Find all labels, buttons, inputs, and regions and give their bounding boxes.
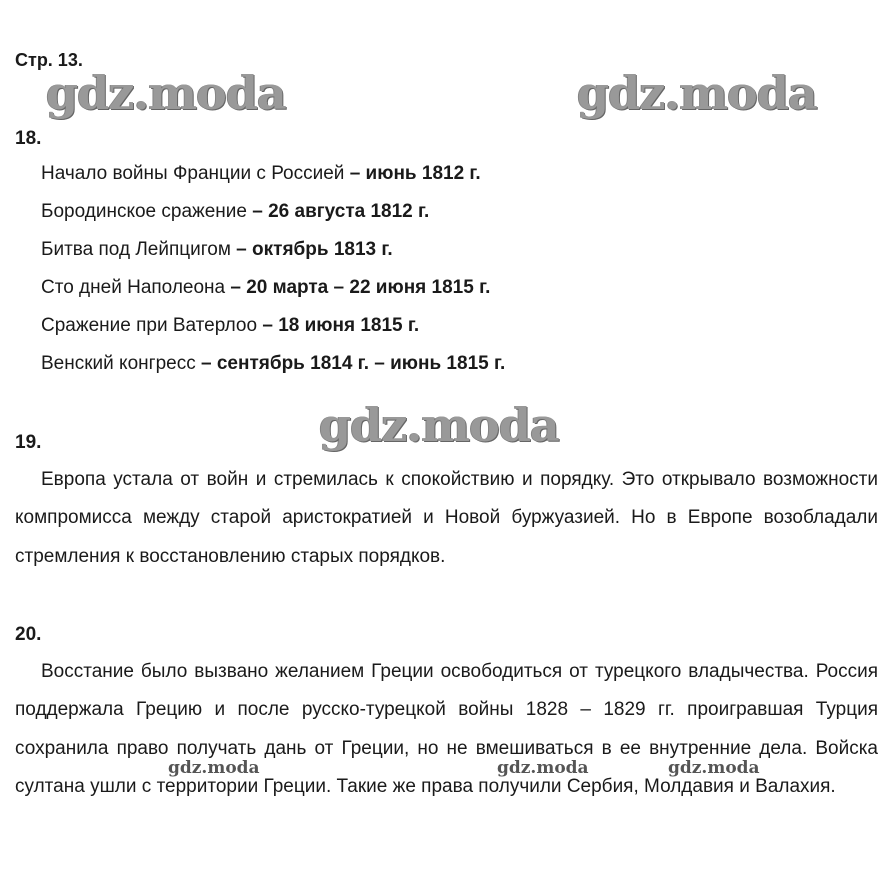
event-name: Сто дней Наполеона [41, 277, 226, 298]
watermark: gdz.moda [46, 66, 286, 120]
event-date: – 20 марта – 22 июня 1815 г. [230, 277, 491, 298]
event-name: Битва под Лейпцигом [41, 239, 231, 260]
watermark: gdz.moda [168, 758, 260, 778]
event-item [41, 349, 505, 387]
event-date: – июнь 1812 г. [349, 163, 481, 184]
event-item [41, 273, 505, 311]
question-number-19: 19. [15, 432, 42, 453]
watermark: gdz.moda [319, 398, 559, 452]
watermark: gdz.moda [497, 758, 589, 778]
question-number-20: 20. [15, 624, 42, 645]
event-name: Бородинское сражение [41, 201, 247, 222]
event-name: Сражение при Ватерлоо [41, 315, 258, 336]
page-reference: Стр. 13. [15, 50, 83, 70]
event-item [41, 197, 505, 235]
event-date: – сентябрь 1814 г. – июнь 1815 г. [200, 353, 506, 374]
watermark: gdz.moda [668, 758, 760, 778]
event-item [41, 235, 505, 273]
event-name: Венский конгресс [41, 353, 196, 374]
answer-19-text: Европа устала от войн и стремилась к спокойствию и порядку. Это открывало возможности компромисса между старой аристократией и Новой буржуазией. Но в Европе возобладали стремления к восстановлению старых порядков. [15, 469, 878, 567]
event-date: – 26 августа 1812 г. [252, 201, 430, 222]
events-list [41, 159, 505, 387]
watermark: gdz.moda [577, 66, 817, 120]
event-item [41, 311, 505, 349]
event-item [41, 159, 505, 197]
event-name: Начало войны Франции с Россией [41, 163, 345, 184]
event-date: – октябрь 1813 г. [236, 239, 393, 260]
question-number-18: 18. [15, 128, 42, 149]
event-date: – 18 июня 1815 г. [262, 315, 420, 336]
answer-20-text: Восстание было вызвано желанием Греции освободиться от турецкого владычества. Россия поддержала Грецию и после русско-турецкой войны 1828 – 1829 гг. проигравшая Турция сохранила право получать дань от Греции, но не вмешиваться в ее внутренние дела. Войска султана ушли с территории Греции. Такие же права получили Сербия, Молдавия и Валахия. [15, 661, 878, 797]
